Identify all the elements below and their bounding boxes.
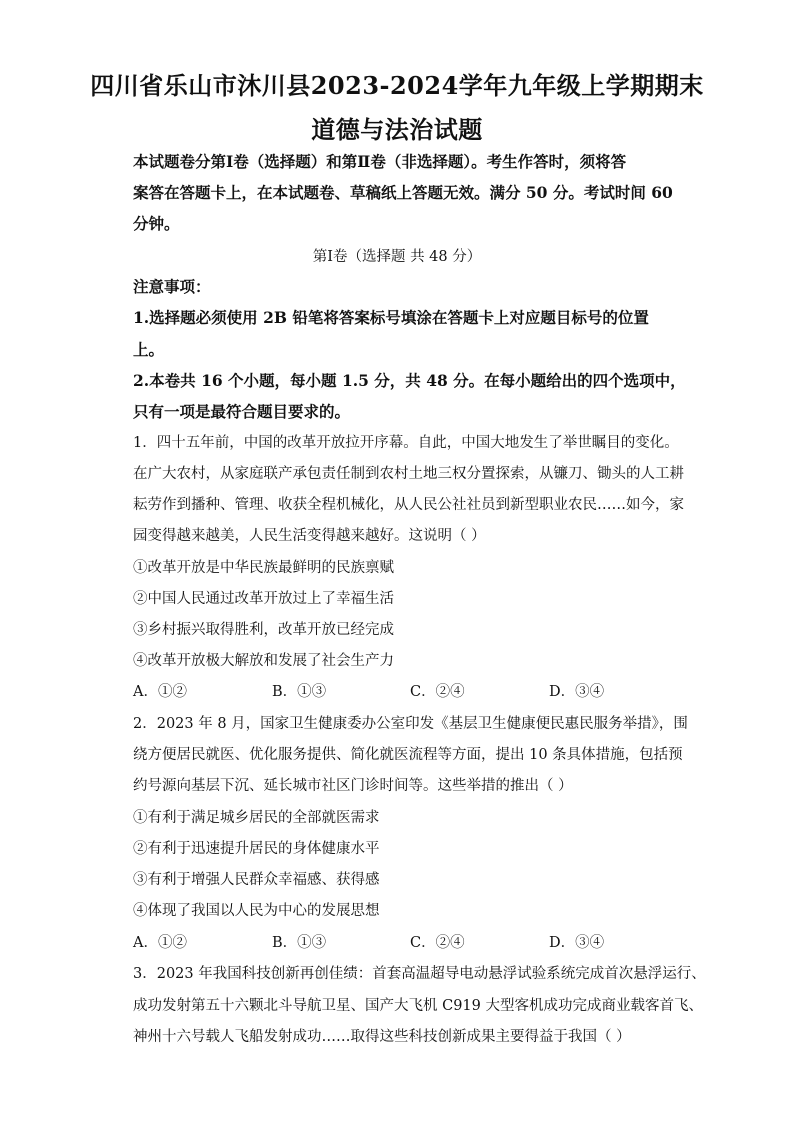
q1-stem-line4: 园变得越来越美，人民生活变得越来越好。这说明（ ） [133,528,486,544]
q2-statement-3: ③有利于增强人民群众幸福感、获得感 [133,872,380,888]
q2-option-c[interactable]: C．②④ [410,935,465,951]
q2-stem-line2: 绕方便居民就医、优化服务提供、简化就医流程等方面，提出 10 条具体措施，包括预 [133,747,683,763]
notice-item2-line2: 只有一项是最符合题目要求的。 [133,402,351,421]
q1-stem-line1: 1．四十五年前，中国的改革开放拉开序幕。自此，中国大地发生了举世瞩目的变化。 [133,435,679,451]
q1-option-b[interactable]: B．①③ [272,684,327,700]
q1-statement-1: ①改革开放是中华民族最鲜明的民族禀赋 [133,560,394,576]
q2-statement-2: ②有利于迅速提升居民的身体健康水平 [133,841,380,857]
q1-stem-line3: 耘劳作到播种、管理、收获全程机械化，从人民公社社员到新型职业农民……如今，家 [133,497,684,513]
q1-statement-2: ②中国人民通过改革开放过上了幸福生活 [133,591,394,607]
q2-option-a[interactable]: A．①② [133,935,187,951]
exam-title-line1: 四川省乐山市沐川县2023-2024学年九年级上学期期末 [90,71,704,100]
q3-stem-line1: 3．2023 年我国科技创新再创佳绩：首套高温超导电动悬浮试验系统完成首次悬浮运行、 [133,966,706,982]
notice-item1-line2: 上。 [133,340,165,359]
q3-stem-line3: 神州十六号载人飞船发射成功……取得这些科技创新成果主要得益于我国（ ） [133,1029,631,1045]
q1-statement-3: ③乡村振兴取得胜利，改革开放已经完成 [133,622,394,638]
q1-option-d[interactable]: D．③④ [549,684,605,700]
intro-line-3: 分钟。 [133,214,180,233]
q2-stem-line1: 2．2023 年 8 月，国家卫生健康委办公室印发《基层卫生健康便民惠民服务举措》，围 [133,716,688,732]
notice-heading: 注意事项： [133,277,211,296]
q3-stem-line2: 成功发射第五十六颗北斗导航卫星、国产大飞机 C919 大型客机成功完成商业载客首飞、 [133,998,703,1014]
q2-option-d[interactable]: D．③④ [549,935,605,951]
intro-line-2: 案答在答题卡上，在本试题卷、草稿纸上答题无效。满分 50 分。考试时间 60 [133,183,673,202]
q2-stem-line3: 约号源向基层下沉、延长城市社区门诊时间等。这些举措的推出（ ） [133,778,573,794]
q1-option-a[interactable]: A．①② [133,684,187,700]
q2-statement-1: ①有利于满足城乡居民的全部就医需求 [133,810,380,826]
section-title: 第Ⅰ卷（选择题 共 48 分） [312,249,482,265]
q1-option-c[interactable]: C．②④ [410,684,465,700]
q1-stem-line2: 在广大农村，从家庭联产承包责任制到农村土地三权分置探索，从镰刀、锄头的人工耕 [133,466,684,482]
q1-statement-4: ④改革开放极大解放和发展了社会生产力 [133,653,394,669]
exam-title-line2: 道德与法治试题 [311,115,483,144]
q2-statement-4: ④体现了我国以人民为中心的发展思想 [133,903,380,919]
intro-line-1: 本试题卷分第Ⅰ卷（选择题）和第Ⅱ卷（非选择题）。考生作答时，须将答 [133,152,627,171]
notice-item2-line1: 2.本卷共 16 个小题，每小题 1.5 分，共 48 分。在每小题给出的四个选项中， [133,371,686,390]
notice-item1-line1: 1.选择题必须使用 2B 铅笔将答案标号填涂在答题卡上对应题目标号的位置 [133,308,649,327]
q2-option-b[interactable]: B．①③ [272,935,327,951]
